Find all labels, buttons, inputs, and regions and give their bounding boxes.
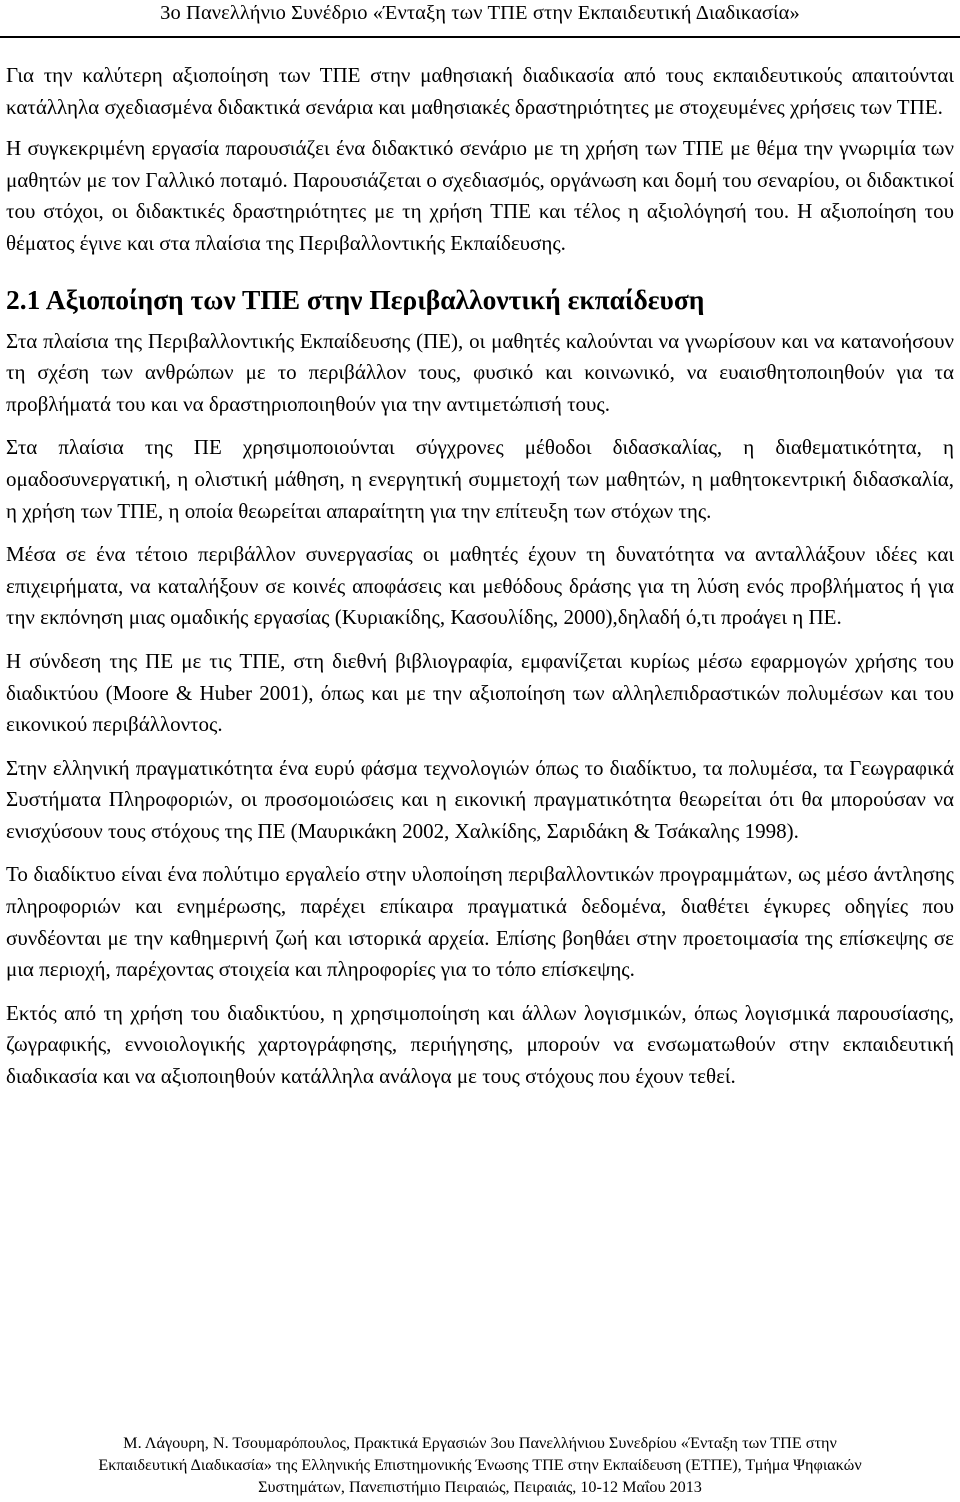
section-paragraph: Στην ελληνική πραγματικότητα ένα ευρύ φάσμα τεχνολογιών όπως το διαδίκτυο, τα πολυμέσα, τα Γεωγραφικά Συστήματα Πληροφοριών, οι προσομοιώσεις και η εικονική πραγματικότητα θεωρείται ότι θα μπορούσαν να ενισχύσουν τους στόχους της ΠΕ (Μαυρικάκη 2002, Χαλκίδης, Σαριδάκη & Τσάκαλης 1998). [6, 755, 954, 843]
section-paragraph: Το διαδίκτυο είναι ένα πολύτιμο εργαλείο στην υλοποίηση περιβαλλοντικών προγραμμάτων, ως μέσο άντλησης πληροφοριών και ενημέρωσης, παρέχει επίκαιρα πραγματικά δεδομένα, διαθέτει έγκυρες οδηγίες που συνδέονται με την καθημερινή ζωή και ιστορικά αρχεία. Επίσης βοηθάει στην προετοιμασία της επίσκεψης σε μια περιοχή, παρέχοντας στοιχεία και πληροφορίες για το τόπο επίσκεψης. [6, 862, 954, 982]
page-body [6, 60, 954, 1105]
footer-line: Εκπαιδευτική Διαδικασία» της Ελληνικής Επιστημονικής Ένωσης ΤΠΕ στην Εκπαίδευση (ΕΤΠΕ), Τμήμα Ψηφιακών [98, 1456, 862, 1474]
footer-line: Μ. Λάγουρη, Ν. Τσουμαρόπουλος, Πρακτικά Εργασιών 3ου Πανελλήνιου Συνεδρίου «Ένταξη των ΤΠΕ στην [123, 1434, 837, 1452]
section-heading: 2.1 Αξιοποίηση των ΤΠΕ στην Περιβαλλοντική εκπαίδευση [6, 283, 705, 315]
description-paragraph: Η συγκεκριμένη εργασία παρουσιάζει ένα διδακτικό σενάριο με τη χρήση των ΤΠΕ με θέμα την γνωριμία των μαθητών με τον Γαλλικό ποταμό. Παρουσιάζεται ο σχεδιασμός, οργάνωση και δομή του σεναρίου, οι διδακτικοί του στόχοι, οι διδακτικές δραστηριότητες με τη χρήση ΤΠΕ και τέλος η αξιολόγησή του. Η αξιοποίηση του θέματος έγινε και στα πλαίσια της Περιβαλλοντικής Εκπαίδευσης. [6, 136, 954, 255]
page-footer [0, 1432, 960, 1498]
section-paragraph: Στα πλαίσια της ΠΕ χρησιμοποιούνται σύγχρονες μέθοδοι διδασκαλίας, η διαθεματικότητα, η ομαδοσυνεργατική, η ολιστική μάθηση, η ενεργητική συμμετοχή των μαθητών, η μαθητοκεντρική διδασκαλία, η χρήση των ΤΠΕ, η οποία θεωρείται απαραίτητη για την επίτευξη των στόχων της. [6, 435, 954, 523]
header-rule [0, 36, 960, 38]
section-paragraph: Εκτός από τη χρήση του διαδικτύου, η χρησιμοποίηση και άλλων λογισμικών, όπως λογισμικά παρουσίασης, ζωγραφικής, εννοιολογικής χαρτογράφησης, περιήγησης, μπορούν να ενσωματωθούν στην εκπαιδευτική διαδικασία και να αξιοποιηθούν κατάλληλα ανάλογα με τους στόχους που έχουν τεθεί. [6, 1000, 954, 1089]
section-paragraph: Η σύνδεση της ΠΕ με τις ΤΠΕ, στη διεθνή βιβλιογραφία, εμφανίζεται κυρίως μέσω εφαρμογών χρήσης του διαδικτύου (Moore & Huber 2001), όπως και με την αξιοποίηση των αλληλεπιδραστικών πολυμέσων και του εικονικού περιβάλλοντος. [6, 648, 954, 737]
section-paragraph: Μέσα σε ένα τέτοιο περιβάλλον συνεργασίας οι μαθητές έχουν τη δυνατότητα να ανταλλάξουν ιδέες και επιχειρήματα, να καταλήξουν σε κοινές αποφάσεις και μεθόδους δράσης για τη λύση ενός προβλήματος ή για την εκπόνηση μιας ομαδικής εργασίας (Κυριακίδης, Κασουλίδης, 2000),δηλαδή ό,τι προάγει η ΠΕ. [6, 542, 954, 630]
section-paragraph: Στα πλαίσια της Περιβαλλοντικής Εκπαίδευσης (ΠΕ), οι μαθητές καλούνται να γνωρίσουν και να κατανοήσουν τη σχέση των ανθρώπων με το περιβάλλον τους, φυσικό και κοινωνικό, να ευαισθητοποιηθούν για τα προβλήματά του και να δραστηριοποιηθούν για την αντιμετώπισή τους. [6, 328, 954, 416]
running-header: 3ο Πανελλήνιο Συνέδριο «Ένταξη των ΤΠΕ στην Εκπαιδευτική Διαδικασία» [160, 2, 800, 24]
footer-line: Συστημάτων, Πανεπιστήμιο Πειραιώς, Πειραιάς, 10-12 Μαΐου 2013 [258, 1478, 702, 1496]
intro-paragraph: Για την καλύτερη αξιοποίηση των ΤΠΕ στην μαθησιακή διαδικασία από τους εκπαιδευτικούς απαιτούνται κατάλληλα σχεδιασμένα διδακτικά σενάρια και μαθησιακές δραστηριότητες με στοχευμένες χρήσεις των ΤΠΕ. [6, 63, 954, 119]
